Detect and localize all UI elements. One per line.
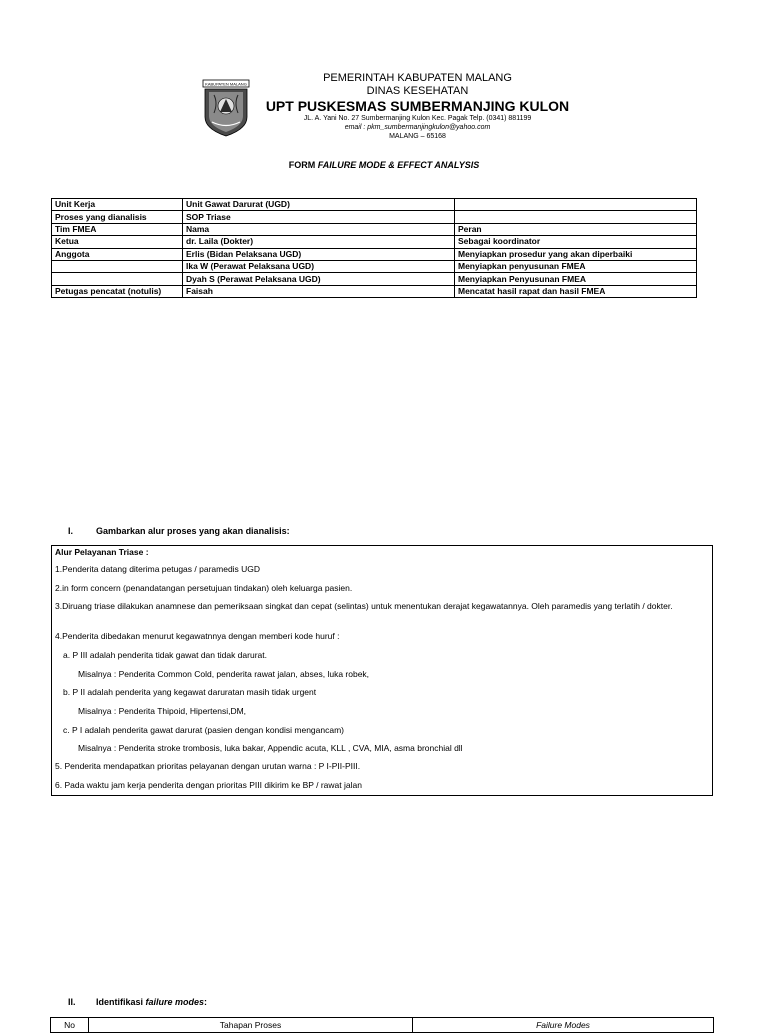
- header-no: No: [51, 1018, 89, 1033]
- flow-item-b-example: Misalnya : Penderita Thipoid, Hipertensi,DM,: [78, 706, 247, 716]
- team-cell-role: Menyiapkan penyusunan FMEA: [455, 260, 697, 272]
- fmea-team-table: [51, 198, 697, 298]
- flow-step-4: 4.Penderita dibedakan menurut kegawatnnya dengan memberi kode huruf :: [55, 631, 340, 641]
- gov-header: PEMERINTAH KABUPATEN MALANG: [323, 72, 512, 84]
- team-cell-label: Ketua: [52, 236, 183, 248]
- institution-name: UPT PUSKESMAS SUMBERMANJING KULON: [265, 98, 570, 114]
- team-cell-role: Mencatat hasil rapat dan hasil FMEA: [455, 285, 697, 297]
- flow-step-3: 3.Diruang triase dilakukan anamnese dan pemeriksaan singkat dan cepat (selintas) untuk menentukan derajat kegawatannya. Oleh paramedis yang terlatih / dokter.: [55, 601, 673, 611]
- team-row: [52, 211, 697, 223]
- team-row: [52, 260, 697, 272]
- section-2-title-prefix: Identifikasi: [96, 997, 146, 1007]
- team-cell-role: [455, 199, 697, 211]
- team-cell-label: Proses yang dianalisis: [52, 211, 183, 223]
- flow-item-b: b. P II adalah penderita yang kegawat daruratan masih tidak urgent: [63, 687, 317, 697]
- district-emblem-logo: [202, 79, 250, 137]
- flow-title: Alur Pelayanan Triase :: [55, 547, 149, 557]
- team-row: [52, 223, 697, 235]
- dept-header: DINAS KESEHATAN: [366, 85, 469, 97]
- team-cell-name: SOP Triase: [183, 211, 455, 223]
- team-row: [52, 273, 697, 285]
- header-process-stage: Tahapan Proses: [89, 1018, 413, 1033]
- team-cell-label: Unit Kerja: [52, 199, 183, 211]
- flow-step-1: 1.Penderita datang diterima petugas / paramedis UGD: [55, 564, 261, 574]
- team-row: [52, 248, 697, 260]
- email-line: email : pkm_sumbermanjingkulon@yahoo.com: [344, 124, 491, 131]
- flow-item-a-example: Misalnya : Penderita Common Cold, penderita rawat jalan, abses, luka robek,: [78, 669, 370, 679]
- section-2-title-suffix: :: [204, 997, 208, 1007]
- team-cell-label: [52, 273, 183, 285]
- team-cell-label: Anggota: [52, 248, 183, 260]
- process-flow-box: [51, 545, 713, 796]
- section-1-title: Gambarkan alur proses yang akan dianalisis:: [96, 526, 290, 536]
- team-cell-name: Faisah: [183, 285, 455, 297]
- address-line: JL. A. Yani No. 27 Sumbermanjing Kulon Kec. Pagak Telp. (0341) 881199: [303, 115, 532, 122]
- form-title-prefix: FORM: [288, 160, 318, 170]
- flow-item-a: a. P III adalah penderita tidak gawat dan tidak darurat.: [63, 650, 267, 660]
- form-title: [0, 160, 768, 170]
- city-line: MALANG – 65168: [389, 133, 446, 140]
- team-cell-role: Menyiapkan Penyusunan FMEA: [455, 273, 697, 285]
- team-row: [52, 285, 697, 297]
- logo-text: KABUPATEN MALANG: [205, 81, 247, 87]
- section-2-number: II.: [68, 997, 76, 1007]
- team-cell-label: Tim FMEA: [52, 223, 183, 235]
- failure-modes-table: [50, 1017, 714, 1033]
- team-cell-name: Unit Gawat Darurat (UGD): [183, 199, 455, 211]
- team-cell-role: Menyiapkan prosedur yang akan diperbaiki: [455, 248, 697, 260]
- team-cell-label: Petugas pencatat (notulis): [52, 285, 183, 297]
- team-cell-role: [455, 211, 697, 223]
- section-1-number: I.: [68, 526, 74, 536]
- form-title-italic: FAILURE MODE & EFFECT ANALYSIS: [317, 160, 480, 170]
- flow-item-c: c. P I adalah penderita gawat darurat (pasien dengan kondisi mengancam): [63, 725, 344, 735]
- flow-step-2: 2.in form concern (penandatangan persetujuan tindakan) oleh keluarga pasien.: [55, 583, 353, 593]
- flow-step-5: 5. Penderita mendapatkan prioritas pelayanan dengan urutan warna : P I-PII-PIII.: [55, 761, 361, 771]
- team-row: [52, 199, 697, 211]
- header-failure-modes: [413, 1018, 714, 1033]
- header-failure-modes-text: Failure Modes: [536, 1020, 590, 1030]
- team-cell-role: Sebagai koordinator: [455, 236, 697, 248]
- team-cell-role: Peran: [455, 223, 697, 235]
- flow-step-6: 6. Pada waktu jam kerja penderita dengan prioritas PIII dikirim ke BP / rawat jalan: [55, 780, 362, 790]
- section-2-heading: [68, 997, 207, 1007]
- team-cell-name: Nama: [183, 223, 455, 235]
- team-cell-name: Ika W (Perawat Pelaksana UGD): [183, 260, 455, 272]
- team-cell-label: [52, 260, 183, 272]
- team-row: [52, 236, 697, 248]
- section-1-heading: [68, 526, 290, 536]
- section-2-title-italic: failure modes: [145, 997, 205, 1007]
- team-cell-name: Dyah S (Perawat Pelaksana UGD): [183, 273, 455, 285]
- failure-modes-header-row: [51, 1018, 714, 1033]
- team-cell-name: Erlis (Bidan Pelaksana UGD): [183, 248, 455, 260]
- team-cell-name: dr. Laila (Dokter): [183, 236, 455, 248]
- flow-item-c-example: Misalnya : Penderita stroke trombosis, luka bakar, Appendic acuta, KLL , CVA, MIA, asma bronchial dll: [78, 743, 463, 753]
